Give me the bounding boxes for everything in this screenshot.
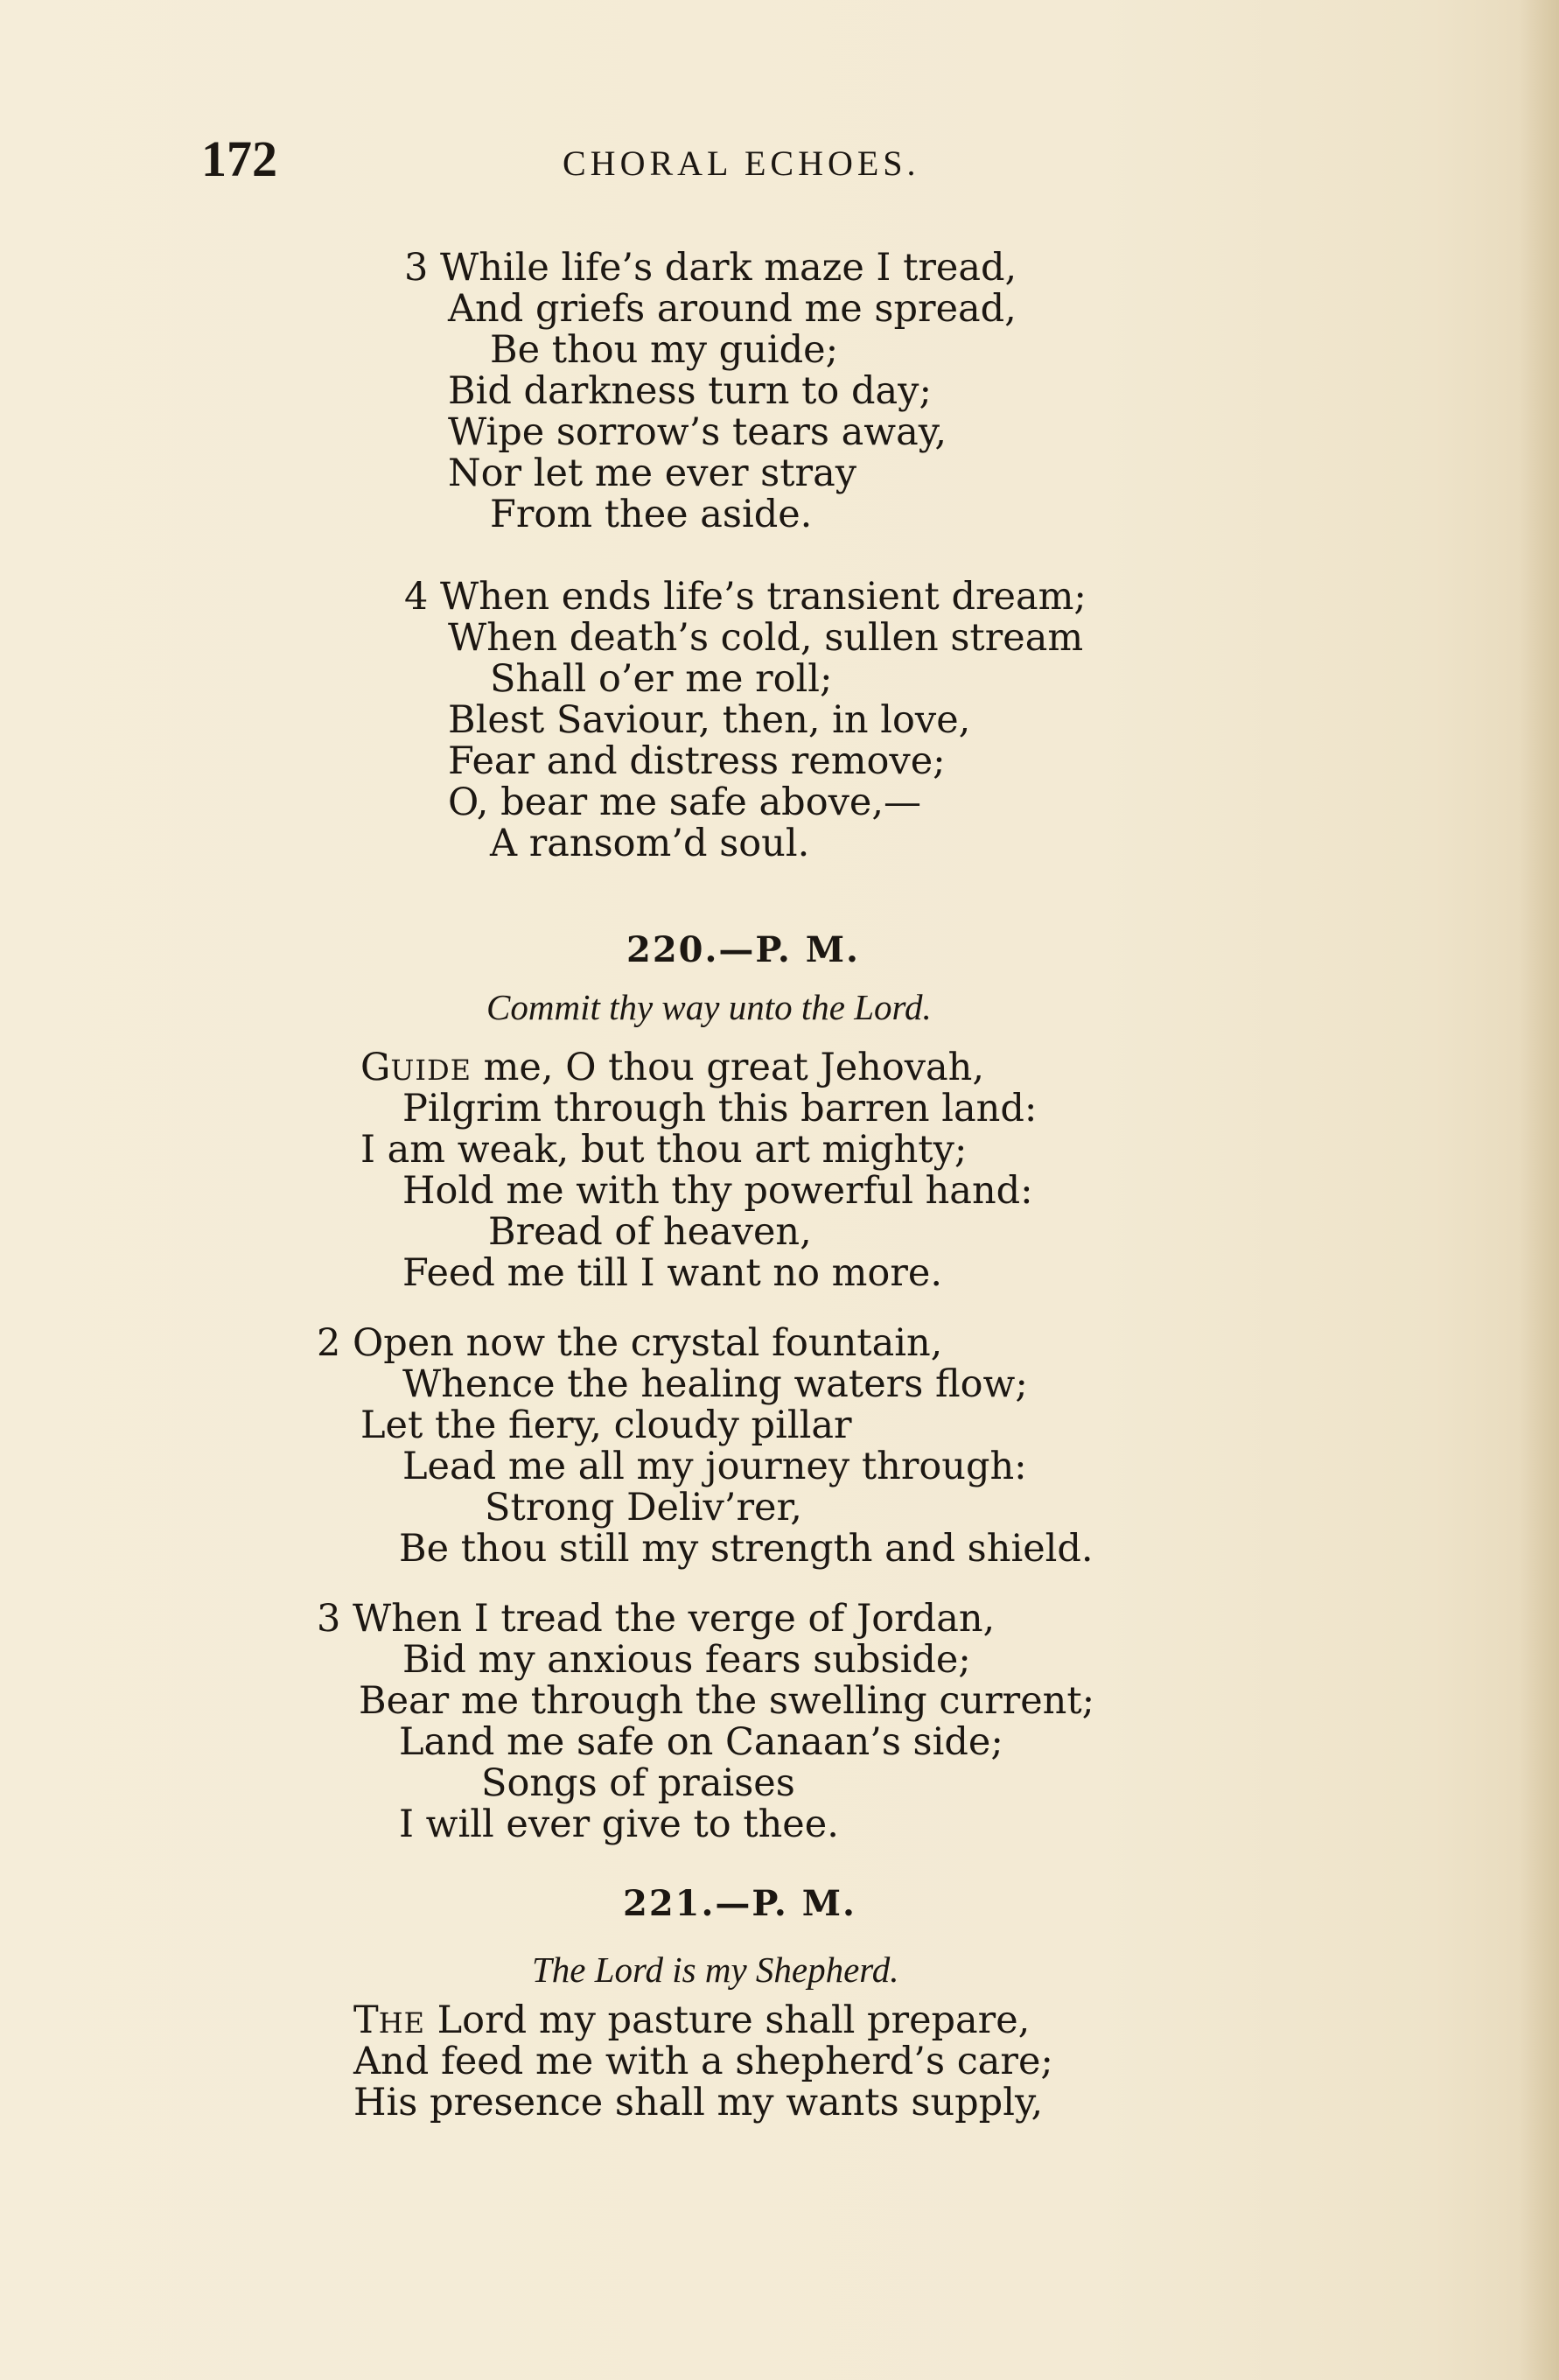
small-caps-initial: G xyxy=(360,1046,391,1089)
hymn-line: Fear and distress remove; xyxy=(448,739,946,783)
hymn-line: Nor let me ever stray xyxy=(448,452,857,495)
hymn-line: His presence shall my wants supply, xyxy=(353,2081,1044,2124)
hymn-line: When death’s cold, sullen stream xyxy=(448,616,1084,660)
hymn-line: Bear me through the swelling current; xyxy=(359,1679,1095,1723)
hymn-line: Songs of praises xyxy=(481,1761,795,1805)
hymn-line: Pilgrim through this barren land: xyxy=(402,1087,1038,1130)
page-number: 172 xyxy=(201,130,277,187)
hymn-subtitle: The Lord is my Shepherd. xyxy=(532,1950,899,1990)
hymn-line: Shall o’er me roll; xyxy=(490,657,833,701)
hymn-line: Let the fiery, cloudy pillar xyxy=(360,1404,852,1447)
hymn-line: Feed me till I want no more. xyxy=(402,1251,942,1295)
hymn-line xyxy=(360,1047,984,1091)
hymn-line: 3 When I tread the verge of Jordan, xyxy=(317,1597,996,1641)
small-caps-initial: T xyxy=(353,1998,379,2042)
hymn-line: Bread of heaven, xyxy=(488,1210,812,1254)
hymn-line: 4 When ends life’s transient dream; xyxy=(404,575,1087,619)
hymn-line: And feed me with a shepherd’s care; xyxy=(353,2040,1053,2083)
hymn-line: I will ever give to thee. xyxy=(399,1802,839,1846)
hymn-line: Bid darkness turn to day; xyxy=(448,369,932,413)
hymn-number: 221.—P. M. xyxy=(623,1883,856,1924)
hymn-line: I am weak, but thou art mighty; xyxy=(360,1128,968,1172)
hymn-line: O, bear me safe above,— xyxy=(448,780,921,824)
hymn-line: Wipe sorrow’s tears away, xyxy=(448,410,947,454)
hymn-line xyxy=(353,2000,1030,2044)
hymn-line: Blest Saviour, then, in love, xyxy=(448,698,971,742)
hymn-line: Be thou my guide; xyxy=(490,328,839,372)
hymn-line: A ransom’d soul. xyxy=(490,822,810,865)
page-edge-shadow xyxy=(1519,0,1559,2380)
line-remainder: Lord my pasture shall prepare, xyxy=(424,1998,1031,2042)
hymn-line: Hold me with thy powerful hand: xyxy=(402,1169,1033,1213)
hymn-number: 220.—P. M. xyxy=(626,929,860,970)
small-caps-rest: UIDE xyxy=(390,1054,472,1087)
hymn-line: 3 While life’s dark maze I tread, xyxy=(404,246,1017,290)
line-remainder: me, O thou great Jehovah, xyxy=(471,1046,985,1089)
hymn-line: And griefs around me spread, xyxy=(448,287,1017,331)
hymn-line: Be thou still my strength and shield. xyxy=(399,1527,1094,1571)
hymn-line: Whence the healing waters flow; xyxy=(402,1362,1028,1406)
hymn-line: Lead me all my journey through: xyxy=(402,1445,1027,1488)
hymn-line: From thee aside. xyxy=(490,493,813,536)
small-caps-rest: HE xyxy=(378,2006,425,2040)
hymn-line: Strong Deliv’rer, xyxy=(485,1486,802,1530)
hymn-subtitle: Commit thy way unto the Lord. xyxy=(486,987,932,1027)
hymn-line: 2 Open now the crystal fountain, xyxy=(317,1321,943,1365)
hymn-line: Bid my anxious fears subside; xyxy=(402,1638,971,1682)
running-title: CHORAL ECHOES. xyxy=(563,144,920,183)
hymn-line: Land me safe on Canaan’s side; xyxy=(399,1720,1003,1764)
